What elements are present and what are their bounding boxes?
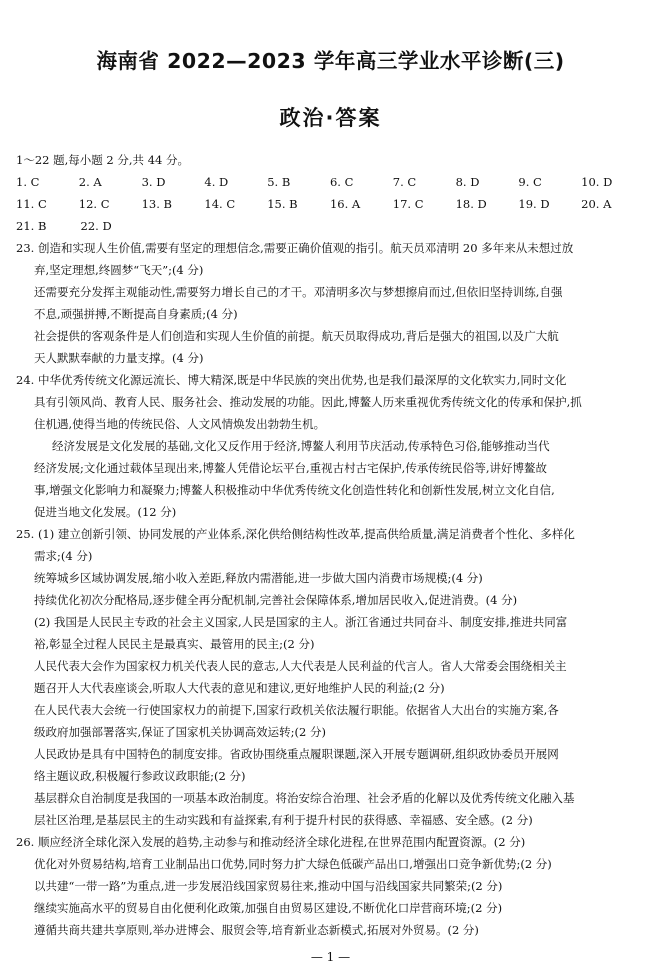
- q25-line: 需求;(4 分): [34, 549, 93, 563]
- choice-answer: 7. C: [392, 175, 417, 189]
- choice-answer: 1. C: [16, 175, 40, 189]
- q25-line: 裕,彰显全过程人民民主是最真实、最管用的民主;(2 分): [34, 637, 315, 651]
- choice-answer: 10. D: [581, 175, 613, 189]
- question-24: [16, 369, 644, 523]
- choice-answer: 22. D: [80, 219, 112, 233]
- choice-row-1: [16, 171, 644, 193]
- q24-line: 事,增强文化影响力和凝聚力;博鳌人积极推动中华优秀传统文化创造性转化和创新性发展,树立文化自信,: [34, 483, 555, 497]
- choice-answer: 4. D: [204, 175, 229, 189]
- choice-answer: 3. D: [141, 175, 166, 189]
- choice-answer: 21. B: [16, 219, 47, 233]
- question-26: [16, 831, 644, 941]
- q26-line: 优化对外贸易结构,培育工业制品出口优势,同时努力扩大绿色低碳产品出口,增强出口竞争新优势;(2 分): [34, 857, 552, 871]
- exam-title: 海南省 2022—2023 学年高三学业水平诊断(三): [96, 49, 565, 73]
- choice-answer: 5. B: [267, 175, 291, 189]
- subject-title: 政治·答案: [279, 106, 382, 130]
- choice-row-3: [16, 215, 644, 237]
- q24-line: 住机遇,使得当地的传统民俗、人文风情焕发出勃勃生机。: [34, 417, 326, 431]
- choice-answer: 18. D: [455, 197, 487, 211]
- choice-answer: 2. A: [78, 175, 102, 189]
- choice-intro: 1～22 题,每小题 2 分,共 44 分。: [16, 153, 189, 167]
- q26-line: 以共建“一带一路”为重点,进一步发展沿线国家贸易往来,推动中国与沿线国家共同繁荣;(2 分): [34, 879, 503, 893]
- q25-line: 人民政协是具有中国特色的制度安排。省政协围绕重点履职课题,深入开展专题调研,组织政协委员开展网: [34, 747, 559, 761]
- choice-answer: 19. D: [518, 197, 550, 211]
- choice-answer: 6. C: [329, 175, 354, 189]
- choice-answer: 15. B: [267, 197, 298, 211]
- q24-line: 促进当地文化发展。(12 分): [34, 505, 177, 519]
- q24-line: 24. 中华优秀传统文化源远流长、博大精深,既是中华民族的突出优势,也是我们最深厚的文化软实力,同时文化: [16, 373, 567, 387]
- q24-line: 经济发展是文化发展的基础,文化又反作用于经济,博鳌人利用节庆活动,传承特色习俗,能够推动当代: [52, 439, 550, 453]
- q25-line: 持续优化初次分配格局,逐步健全再分配机制,完善社会保障体系,增加居民收入,促进消费。(4 分): [34, 593, 518, 607]
- question-23: [16, 237, 644, 369]
- choice-answer: 8. D: [455, 175, 480, 189]
- q24-line: 具有引领风尚、教育人民、服务社会、推动发展的功能。因此,博鳌人历来重视优秀传统文化的传承和保护,抓: [34, 395, 582, 409]
- q23-line: 不息,顽强拼搏,不断提高自身素质;(4 分): [34, 307, 238, 321]
- answer-content: [16, 149, 644, 941]
- q25-line: 层社区治理,是基层民主的生动实践和有益探索,有利于提升村民的获得感、幸福感、安全感。(2 分): [34, 813, 533, 827]
- q24-line: 经济发展;文化通过载体呈现出来,博鳌人凭借论坛平台,重视古村古宅保护,传承传统民俗等,讲好博鳌故: [34, 461, 547, 475]
- q25-line: 在人民代表大会统一行使国家权力的前提下,国家行政机关依法履行职能。依据省人大出台的实施方案,各: [34, 703, 559, 717]
- q25-line: 基层群众自治制度是我国的一项基本政治制度。将治安综合治理、社会矛盾的化解以及优秀传统文化融入基: [34, 791, 575, 805]
- choice-answer: 17. C: [392, 197, 424, 211]
- choice-answer: 14. C: [204, 197, 236, 211]
- q25-line: 25. (1) 建立创新引领、协同发展的产业体系,深化供给侧结构性改革,提高供给质量,满足消费者个性化、多样化: [16, 527, 575, 541]
- choice-answer: 9. C: [518, 175, 542, 189]
- q25-line: 题召开人大代表座谈会,听取人大代表的意见和建议,更好地维护人民的利益;(2 分): [34, 681, 445, 695]
- q25-line: 统筹城乡区域协调发展,缩小收入差距,释放内需潜能,进一步做大国内消费市场规模;(4 分): [34, 571, 483, 585]
- question-25: [16, 523, 644, 831]
- page-number: — 1 —: [310, 950, 351, 964]
- q23-line: 社会提供的客观条件是人们创造和实现人生价值的前提。航天员取得成功,背后是强大的祖国,以及广大航: [34, 329, 559, 343]
- q25-line: 人民代表大会作为国家权力机关代表人民的意志,人大代表是人民利益的代言人。省人大常委会围绕相关主: [34, 659, 567, 673]
- q25-line: (2) 我国是人民民主专政的社会主义国家,人民是国家的主人。浙江省通过共同奋斗、制度安排,推进共同富: [34, 615, 568, 629]
- q26-line: 26. 顺应经济全球化深入发展的趋势,主动参与和推动经济全球化进程,在世界范围内配置资源。(2 分): [16, 835, 526, 849]
- q23-line: 天人默默奉献的力量支撑。(4 分): [34, 351, 204, 365]
- q23-line: 23. 创造和实现人生价值,需要有坚定的理想信念,需要正确价值观的指引。航天员邓清明 20 多年来从未想过放: [16, 241, 574, 255]
- choice-answer: 20. A: [581, 197, 612, 211]
- choice-answer: 12. C: [78, 197, 110, 211]
- choice-answer: 11. C: [16, 197, 47, 211]
- q23-line: 还需要充分发挥主观能动性,需要努力增长自己的才干。邓清明多次与梦想擦肩而过,但依旧坚持训练,自强: [34, 285, 563, 299]
- q26-line: 继续实施高水平的贸易自由化便利化政策,加强自由贸易区建设,不断优化口岸营商环境;(2 分): [34, 901, 503, 915]
- q23-line: 弃,坚定理想,终圆梦“飞天”;(4 分): [34, 263, 204, 277]
- choice-row-2: [16, 193, 644, 215]
- q26-line: 遵循共商共建共享原则,举办进博会、服贸会等,培育新业态新模式,拓展对外贸易。(2 分): [34, 923, 479, 937]
- choice-answer: 16. A: [329, 197, 361, 211]
- q25-line: 络主题议政,积极履行参政议政职能;(2 分): [34, 769, 246, 783]
- q25-line: 级政府加强部署落实,保证了国家机关协调高效运转;(2 分): [34, 725, 326, 739]
- choice-answer: 13. B: [141, 197, 172, 211]
